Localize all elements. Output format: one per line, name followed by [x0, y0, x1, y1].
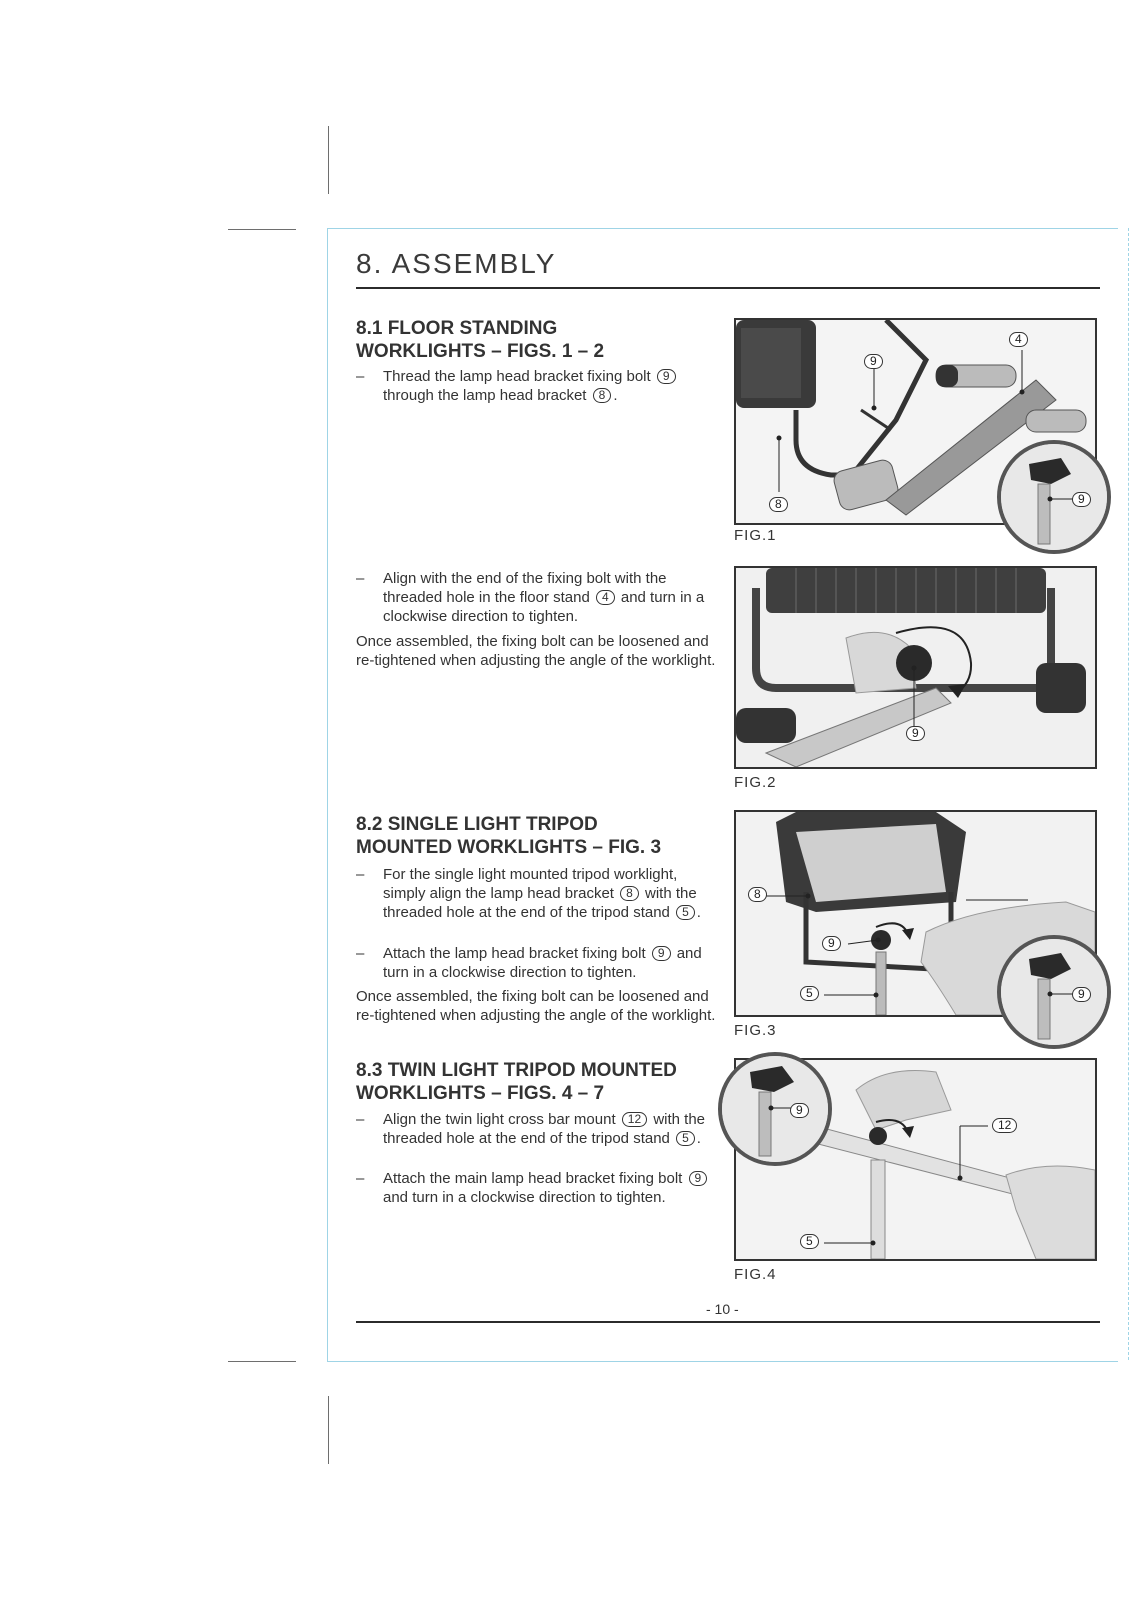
- part-ref-badge: 9: [657, 369, 676, 384]
- bullet-text: Align the twin light cross bar mount: [383, 1111, 616, 1128]
- heading-line: MOUNTED WORKLIGHTS – FIG. 3: [356, 837, 662, 858]
- bullet-text: For the single light mounted tripod worklight, simply align the lamp head bracket: [383, 866, 678, 902]
- heading-line: WORKLIGHTS – FIGS. 4 – 7: [356, 1083, 605, 1104]
- bullet-text: Thread the lamp head bracket fixing bolt: [383, 368, 651, 385]
- part-ref-badge: 9: [652, 946, 671, 961]
- page-number: - 10 -: [706, 1301, 739, 1317]
- bullet-8-1-b: [356, 569, 716, 626]
- section-8-3-heading: [356, 1059, 716, 1105]
- bullet-text: Attach the main lamp head bracket fixing bolt: [383, 1170, 683, 1187]
- bullet-text: and turn in a clockwise direction to tighten.: [383, 589, 705, 625]
- bullet-dash: –: [356, 945, 365, 962]
- figure-3-caption: FIG.3: [734, 1022, 777, 1039]
- fig1-callout-4: 4: [1009, 332, 1028, 347]
- heading-line: 8.2 SINGLE LIGHT TRIPOD: [356, 814, 598, 835]
- bullet-dash: –: [356, 1111, 365, 1128]
- bullet-dash: –: [356, 1170, 365, 1187]
- bullet-text: .: [696, 1130, 701, 1147]
- figure-2-caption: FIG.2: [734, 774, 777, 791]
- bullet-text: with the threaded hole at the end of the tripod stand: [383, 885, 697, 921]
- figure-4-caption: FIG.4: [734, 1266, 777, 1283]
- paragraph-8-2: Once assembled, the fixing bolt can be loosened and re-tightened when adjusting the angle of the worklight.: [356, 988, 716, 1024]
- crop-mark-left-top: [228, 229, 296, 230]
- crop-mark-bottom: [328, 1396, 329, 1464]
- fig1-callout-8: 8: [769, 497, 788, 512]
- bullet-text: and turn in a clockwise direction to tighten.: [383, 1189, 666, 1206]
- fig3-inset-bolt: [997, 935, 1111, 1049]
- bullet-text: Attach the lamp head bracket fixing bolt: [383, 945, 646, 962]
- part-ref-badge: 8: [593, 388, 612, 403]
- fig4-callout-12: 12: [992, 1118, 1017, 1133]
- part-ref-badge: 8: [620, 886, 639, 901]
- part-ref-badge: 5: [676, 905, 695, 920]
- bullet-dash: –: [356, 570, 365, 587]
- paragraph-8-1: Once assembled, the fixing bolt can be loosened and re-tightened when adjusting the angle of the worklight.: [356, 633, 716, 669]
- bullet-8-1-a: [356, 367, 716, 405]
- fig4-inset-bolt: [718, 1052, 832, 1166]
- crop-mark-top: [328, 126, 329, 194]
- bullet-dash: –: [356, 368, 365, 385]
- footer-rule: [356, 1321, 1100, 1323]
- fig1-callout-9: 9: [864, 354, 883, 369]
- heading-line: WORKLIGHTS – FIGS. 1 – 2: [356, 341, 605, 362]
- heading-line: 8.1 FLOOR STANDING: [356, 318, 558, 339]
- fig4-callout-5: 5: [800, 1234, 819, 1249]
- bullet-text: with the threaded hole at the end of the tripod stand: [383, 1111, 706, 1147]
- figure-1-caption: FIG.1: [734, 527, 777, 544]
- fig3-callout-9: 9: [822, 936, 841, 951]
- page-frame-edge: [1128, 228, 1129, 1360]
- fig3-inset-callout-9: 9: [1072, 987, 1091, 1002]
- bullet-dash: –: [356, 866, 365, 883]
- part-ref-badge: 9: [689, 1171, 708, 1186]
- bullet-8-2-a: [356, 865, 716, 922]
- bullet-8-3-b: [356, 1169, 716, 1207]
- bullet-text: through the lamp head bracket: [383, 387, 587, 404]
- bullet-text: .: [613, 387, 618, 404]
- page-title: 8. ASSEMBLY: [356, 248, 557, 279]
- fig1-inset-bolt: [997, 440, 1111, 554]
- fig3-callout-8: 8: [748, 887, 767, 902]
- fig4-inset-callout-9: 9: [790, 1103, 809, 1118]
- fig3-callout-5: 5: [800, 986, 819, 1001]
- bullet-text: .: [696, 904, 701, 921]
- section-8-2-heading: [356, 813, 716, 859]
- part-ref-badge: 12: [622, 1112, 647, 1127]
- bullet-8-2-b: [356, 944, 716, 982]
- bullet-8-3-a: [356, 1110, 716, 1148]
- part-ref-badge: 5: [676, 1131, 695, 1146]
- crop-mark-left-bottom: [228, 1361, 296, 1362]
- bullet-text: Align with the end of the fixing bolt with the threaded hole in the floor stand: [383, 570, 667, 606]
- bullet-text: and turn in a clockwise direction to tighten.: [383, 945, 702, 981]
- fig1-inset-callout-9: 9: [1072, 492, 1091, 507]
- title-rule: [356, 287, 1100, 289]
- fig2-callout-9: 9: [906, 726, 925, 741]
- heading-line: 8.3 TWIN LIGHT TRIPOD MOUNTED: [356, 1060, 677, 1081]
- part-ref-badge: 4: [596, 590, 615, 605]
- section-8-1-heading: [356, 317, 716, 363]
